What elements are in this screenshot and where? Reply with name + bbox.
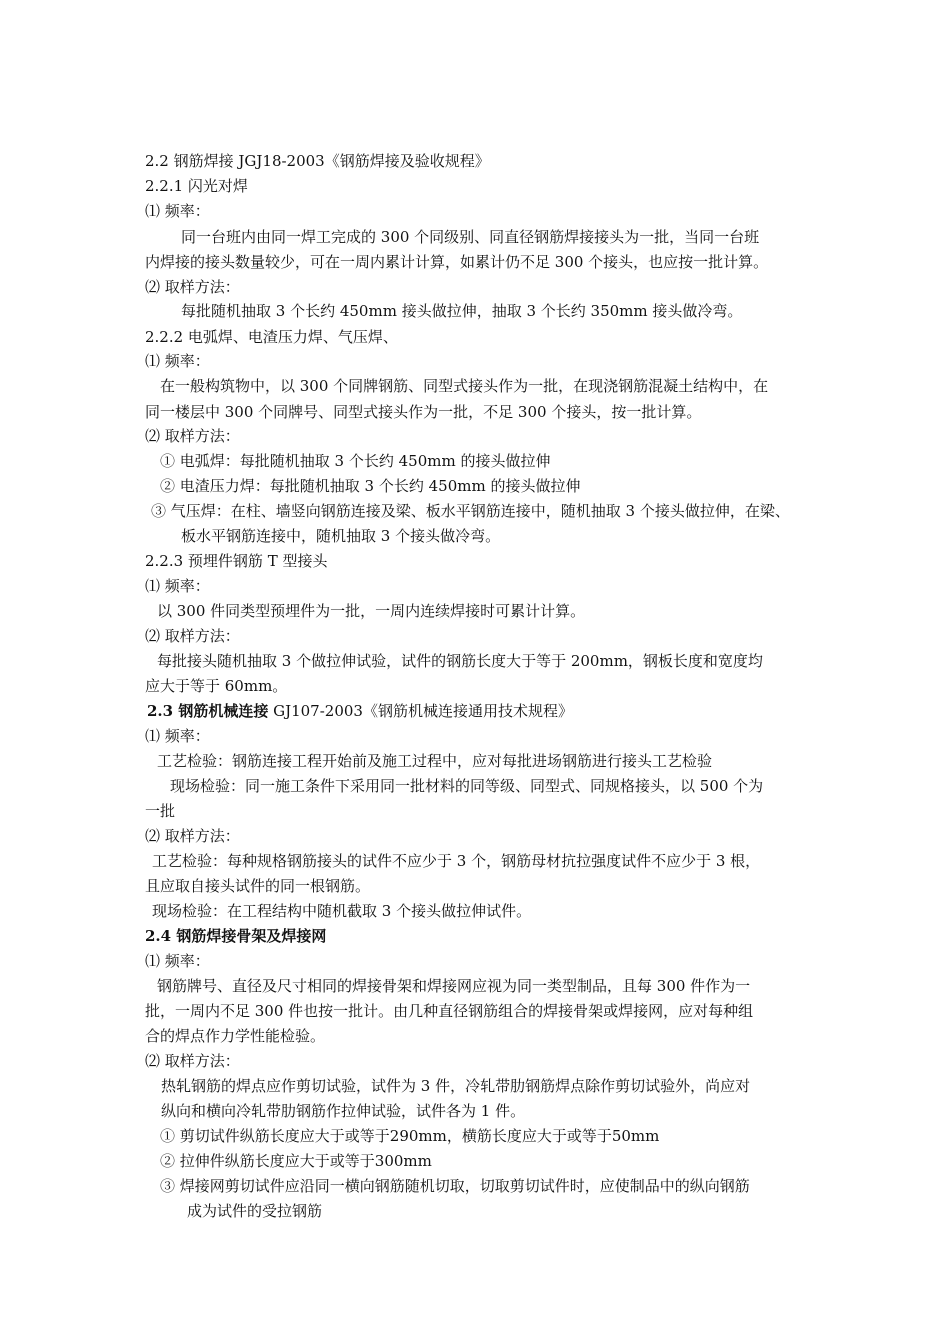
frequency-text: 在一般构筑物中，以 300 个同牌钢筋、同型式接头作为一批，在现浇钢筋混凝土结构中，在 (160, 377, 769, 395)
sampling-label: ⑵ 取样方法： (145, 627, 240, 645)
list-item-continuation: 成为试件的受拉钢筋 (187, 1202, 323, 1220)
list-item-continuation: 板水平钢筋连接中，随机抽取 3 个接头做冷弯。 (181, 527, 501, 545)
frequency-label: ⑴ 频率： (145, 952, 210, 970)
section-2-3-title: 2.3 钢筋机械连接 (147, 702, 269, 720)
sampling-text: 纵向和横向冷轧带肋钢筋作拉伸试验，试件各为 1 件。 (161, 1102, 526, 1120)
frequency-text: 批，一周内不足 300 件也按一批计。由几种直径钢筋组合的焊接骨架或焊接网，应对每种组 (145, 1002, 754, 1020)
section-2-4-heading: 2.4 钢筋焊接骨架及焊接网 (145, 927, 327, 945)
list-item: ② 拉伸件纵筋长度应大于或等于300mm (160, 1152, 432, 1170)
frequency-text: 同一台班内由同一焊工完成的 300 个同级别、同直径钢筋焊接接头为一批，当同一台班 (181, 228, 760, 246)
list-item: ③ 气压焊：在柱、墙竖向钢筋连接及梁、板水平钢筋连接中，随机抽取 3 个接头做拉伸，在梁、 (151, 502, 790, 520)
list-item: ① 电弧焊：每批随机抽取 3 个长约 450mm 的接头做拉伸 (160, 452, 551, 470)
frequency-text: 同一楼层中 300 个同牌号、同型式接头作为一批，不足 300 个接头，按一批计算。 (145, 403, 702, 421)
section-2-3-standard: GJ107-2003《钢筋机械连接通用技术规程》 (268, 702, 573, 720)
frequency-text: 现场检验：同一施工条件下采用同一批材料的同等级、同型式、同规格接头，以 500 个为 (170, 777, 764, 795)
sampling-text: 热轧钢筋的焊点应作剪切试验，试件为 3 件，冷轧带肋钢筋焊点除作剪切试验外，尚应对 (161, 1077, 751, 1095)
section-2-3-heading (147, 701, 573, 721)
frequency-text: 钢筋牌号、直径及尺寸相同的焊接骨架和焊接网应视为同一类型制品，且每 300 件作为一 (157, 977, 751, 995)
frequency-text: 工艺检验：钢筋连接工程开始前及施工过程中，应对每批进场钢筋进行接头工艺检验 (157, 752, 713, 770)
sampling-label: ⑵ 取样方法： (145, 827, 240, 845)
section-2-2-3-heading: 2.2.3 预埋件钢筋 T 型接头 (145, 552, 328, 570)
list-item: ① 剪切试件纵筋长度应大于或等于290mm，横筋长度应大于或等于50mm (160, 1127, 660, 1145)
frequency-label: ⑴ 频率： (145, 577, 210, 595)
list-item: ③ 焊接网剪切试件应沿同一横向钢筋随机切取，切取剪切试件时，应使制品中的纵向钢筋 (160, 1177, 750, 1195)
frequency-label: ⑴ 频率： (145, 352, 210, 370)
sampling-text: 每批随机抽取 3 个长约 450mm 接头做拉伸，抽取 3 个长约 350mm 接头做冷弯。 (181, 302, 743, 320)
frequency-text: 合的焊点作力学性能检验。 (145, 1027, 326, 1045)
sampling-text: 且应取自接头试件的同一根钢筋。 (145, 877, 371, 895)
frequency-label: ⑴ 频率： (145, 727, 210, 745)
sampling-label: ⑵ 取样方法： (145, 1052, 240, 1070)
frequency-text: 内焊接的接头数量较少，可在一周内累计计算，如累计仍不足 300 个接头，也应按一批计算。 (145, 253, 769, 271)
frequency-text: 一批 (145, 802, 176, 820)
sampling-label: ⑵ 取样方法： (145, 427, 240, 445)
sampling-text: 应大于等于 60mm。 (145, 677, 288, 695)
frequency-label: ⑴ 频率： (145, 202, 210, 220)
sampling-text: 每批接头随机抽取 3 个做拉伸试验，试件的钢筋长度大于等于 200mm，钢板长度和宽度均 (157, 652, 763, 670)
section-2-2-2-heading: 2.2.2 电弧焊、电渣压力焊、气压焊、 (145, 328, 398, 346)
sampling-label: ⑵ 取样方法： (145, 278, 240, 296)
list-item: ② 电渣压力焊：每批随机抽取 3 个长约 450mm 的接头做拉伸 (160, 477, 581, 495)
section-2-2-1-heading: 2.2.1 闪光对焊 (145, 177, 248, 195)
sampling-text: 工艺检验：每种规格钢筋接头的试件不应少于 3 个，钢筋母材抗拉强度试件不应少于 3 根， (152, 852, 761, 870)
frequency-text: 以 300 件同类型预埋件为一批，一周内连续焊接时可累计计算。 (157, 602, 586, 620)
sampling-text: 现场检验：在工程结构中随机截取 3 个接头做拉伸试件。 (152, 902, 532, 920)
section-2-2-heading: 2.2 钢筋焊接 JGJ18-2003《钢筋焊接及验收规程》 (145, 152, 490, 170)
